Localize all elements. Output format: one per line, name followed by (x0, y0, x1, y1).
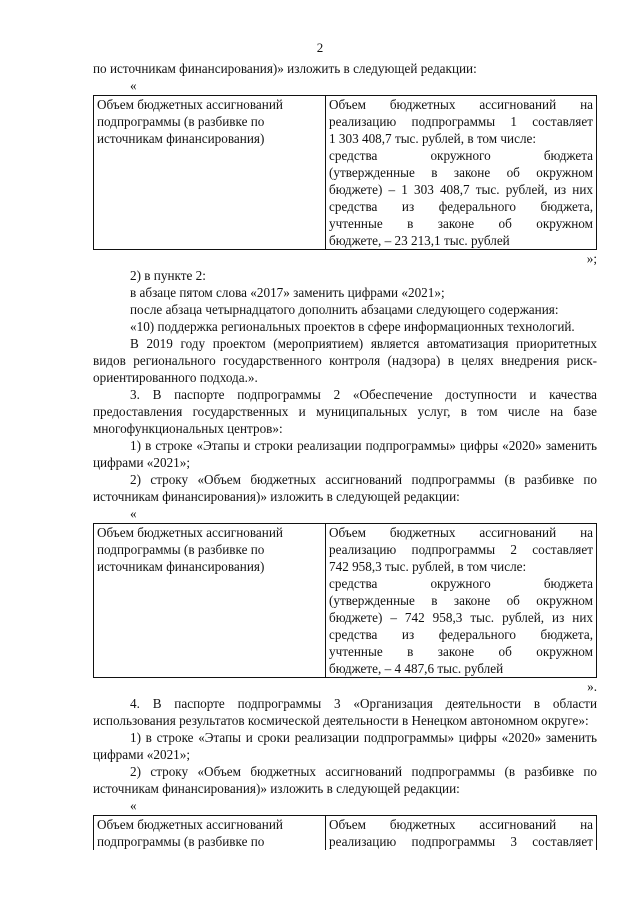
paragraph: 1) в строке «Этапы и строки реализации подпрограммы» цифры «2020» заменить цифрами «2021»; (93, 438, 597, 470)
paragraph: 4. В паспорте подпрограммы 3 «Организация деятельности в области использования результатов космической деятельности в Ненецком автономном округе»: (93, 696, 597, 728)
table-cell-value: Объем бюджетных ассигнований на реализацию подпрограммы 1 составляет 1 303 408,7 тыс. рублей, в том числе: средства окружного бюджета (утвержденные в законе об окружном бюджете) – 1 303 408,7 тыс. рублей, из них средства из федерального бюджета, учтенные в законе об окружном бюджете, – 23 213,1 тыс. рублей (326, 96, 597, 250)
open-quote: « (130, 798, 137, 813)
table-cell-label: Объем бюджетных ассигнований подпрограммы (в разбивке по (94, 816, 326, 851)
budget-table-1 (93, 95, 597, 250)
paragraph: 3. В паспорте подпрограммы 2 «Обеспечение доступности и качества предоставления государственных и муниципальных услуг, в том числе на базе многофункциональных центров»: (93, 387, 597, 436)
paragraph: 1) в строке «Этапы и сроки реализации подпрограммы» цифры «2020» заменить цифрами «2021»; (93, 730, 597, 762)
open-quote: « (130, 506, 137, 521)
close-quote: ». (587, 679, 597, 694)
table-cell-label: Объем бюджетных ассигнований подпрограммы (в разбивке по источникам финансирования) (94, 524, 326, 678)
table-row (94, 96, 597, 250)
table-cell-label: Объем бюджетных ассигнований подпрограммы (в разбивке по источникам финансирования) (94, 96, 326, 250)
table-row (94, 816, 597, 851)
table-cell-value: Объем бюджетных ассигнований на реализацию подпрограммы 2 составляет 742 958,3 тыс. рублей, в том числе: средства окружного бюджета (утвержденные в законе об окружном бюджете) – 742 958,3 тыс. рублей, из них средства из федерального бюджета, учтенные в законе об окружном бюджете, – 4 487,6 тыс. рублей (326, 524, 597, 678)
open-quote: « (130, 78, 137, 93)
document-body (93, 60, 597, 850)
budget-table-2 (93, 523, 597, 678)
paragraph: после абзаца четырнадцатого дополнить абзацами следующего содержания: (130, 302, 559, 317)
page-number: 2 (316, 40, 324, 55)
budget-table-3 (93, 815, 597, 850)
table-cell-value: Объем бюджетных ассигнований на реализацию подпрограммы 3 составляет (326, 816, 597, 851)
paragraph: 2) строку «Объем бюджетных ассигнований подпрограммы (в разбивке по источникам финансирования)» изложить в следующей редакции: (93, 472, 597, 504)
paragraph: в абзаце пятом слова «2017» заменить цифрами «2021»; (130, 285, 445, 300)
table-row (94, 524, 597, 678)
close-quote: »; (586, 251, 597, 266)
paragraph: 2) строку «Объем бюджетных ассигнований подпрограммы (в разбивке по источникам финансирования)» изложить в следующей редакции: (93, 764, 597, 796)
intro-line: по источникам финансирования)» изложить в следующей редакции: (93, 61, 477, 76)
paragraph: В 2019 году проектом (мероприятием) является автоматизация приоритетных видов регионального государственного контроля (надзора) в целях внедрения риск-ориентированного подхода.». (93, 336, 597, 385)
paragraph: 2) в пункте 2: (130, 268, 206, 283)
paragraph: «10) поддержка региональных проектов в сфере информационных технологий. (130, 319, 575, 334)
